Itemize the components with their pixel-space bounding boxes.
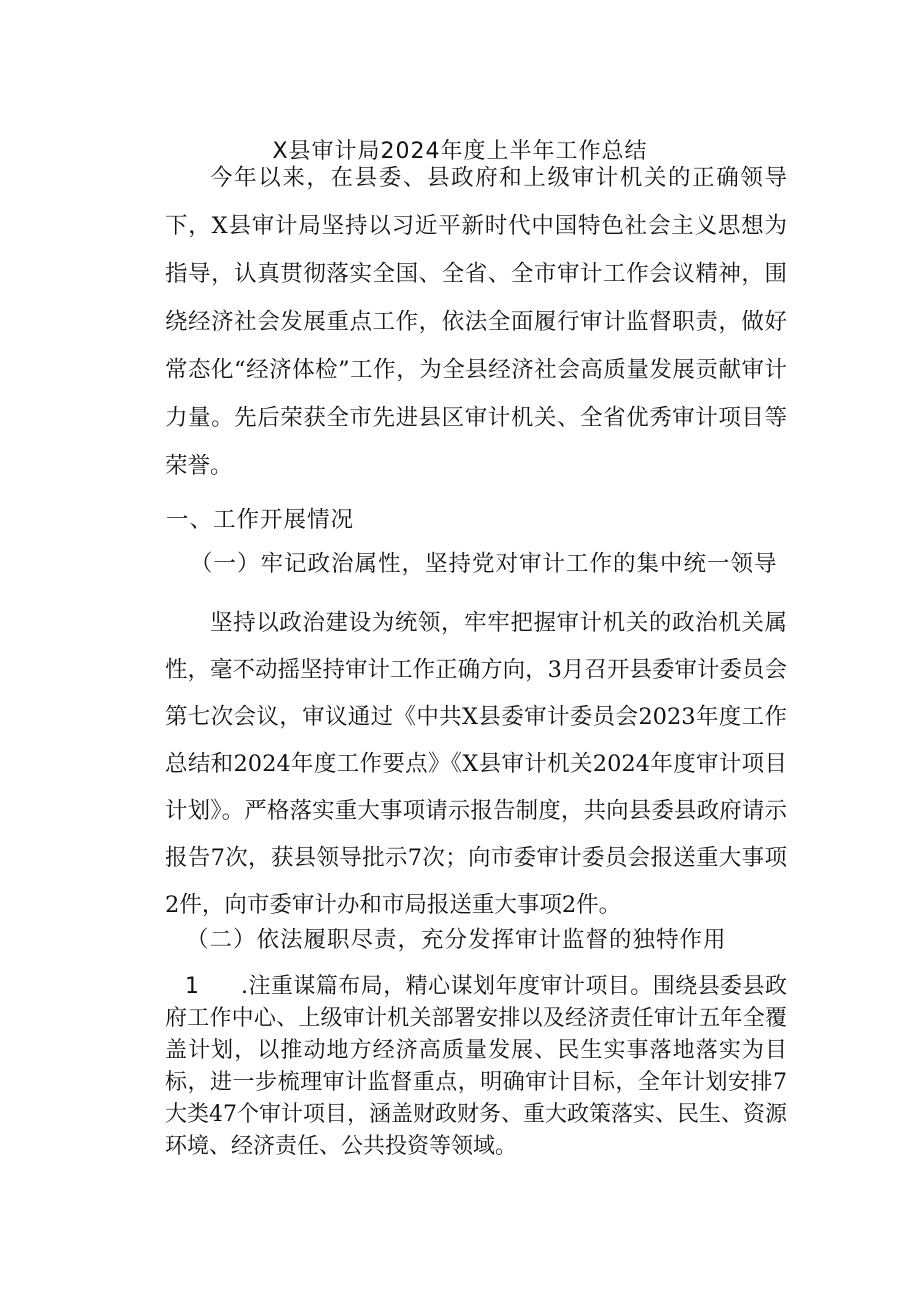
item-body: .注重谋篇布局，精心谋划年度审计项目。围绕县委县政府工作中心、上级审计机关部署安排以及经济责任审计五年全覆盖计划，以推动地方经济高质量发展、民生实事落地落实为目标，进一步梳理审计监督重点，明确审计目标，全年计划安排7大类47个审计项目，涵盖财政财务、重大政策落实、民生、资源环境、经济责任、公共投资等领域。 — [165, 974, 787, 1159]
subsection-heading-political: （一）牢记政治属性，坚持党对审计工作的集中统一领导 — [190, 551, 778, 577]
item-number: 1 — [185, 974, 199, 999]
section-heading-work-status: 一、工作开展情况 — [166, 507, 355, 533]
political-paragraph: 坚持以政治建设为统领，牢牢把握审计机关的政治机关属性，毫不动摇坚持审计工作正确方向，3月召开县委审计委员会第七次会议，审议通过《中共X县委审计委员会2023年度工作总结和2024年度工作要点》《X县审计机关2024年度审计项目计划》。严格落实重大事项请示报告制度，共向县委县政府请示报告7次，获县领导批示7次；向市委审计委员会报送重大事项2件，向市委审计办和市局报送重大事项2件。 — [165, 610, 787, 918]
subsection-heading-duties: （二）依法履职尽责，充分发挥审计监督的独特作用 — [186, 927, 727, 953]
intro-paragraph: 今年以来，在县委、县政府和上级审计机关的正确领导下，X县审计局坚持以习近平新时代中国特色社会主义思想为指导，认真贯彻落实全国、全省、全市审计工作会议精神，围绕经济社会发展重点工作，依法全面履行审计监督职责，做好常态化“经济体检”工作，为全县经济社会高质量发展贡献审计力量。先后荣获全市先进县区审计机关、全省优秀审计项目等荣誉。 — [165, 165, 787, 479]
item-paragraph-planning — [165, 971, 787, 1163]
document-title: X县审计局2024年度上半年工作总结 — [272, 139, 648, 164]
